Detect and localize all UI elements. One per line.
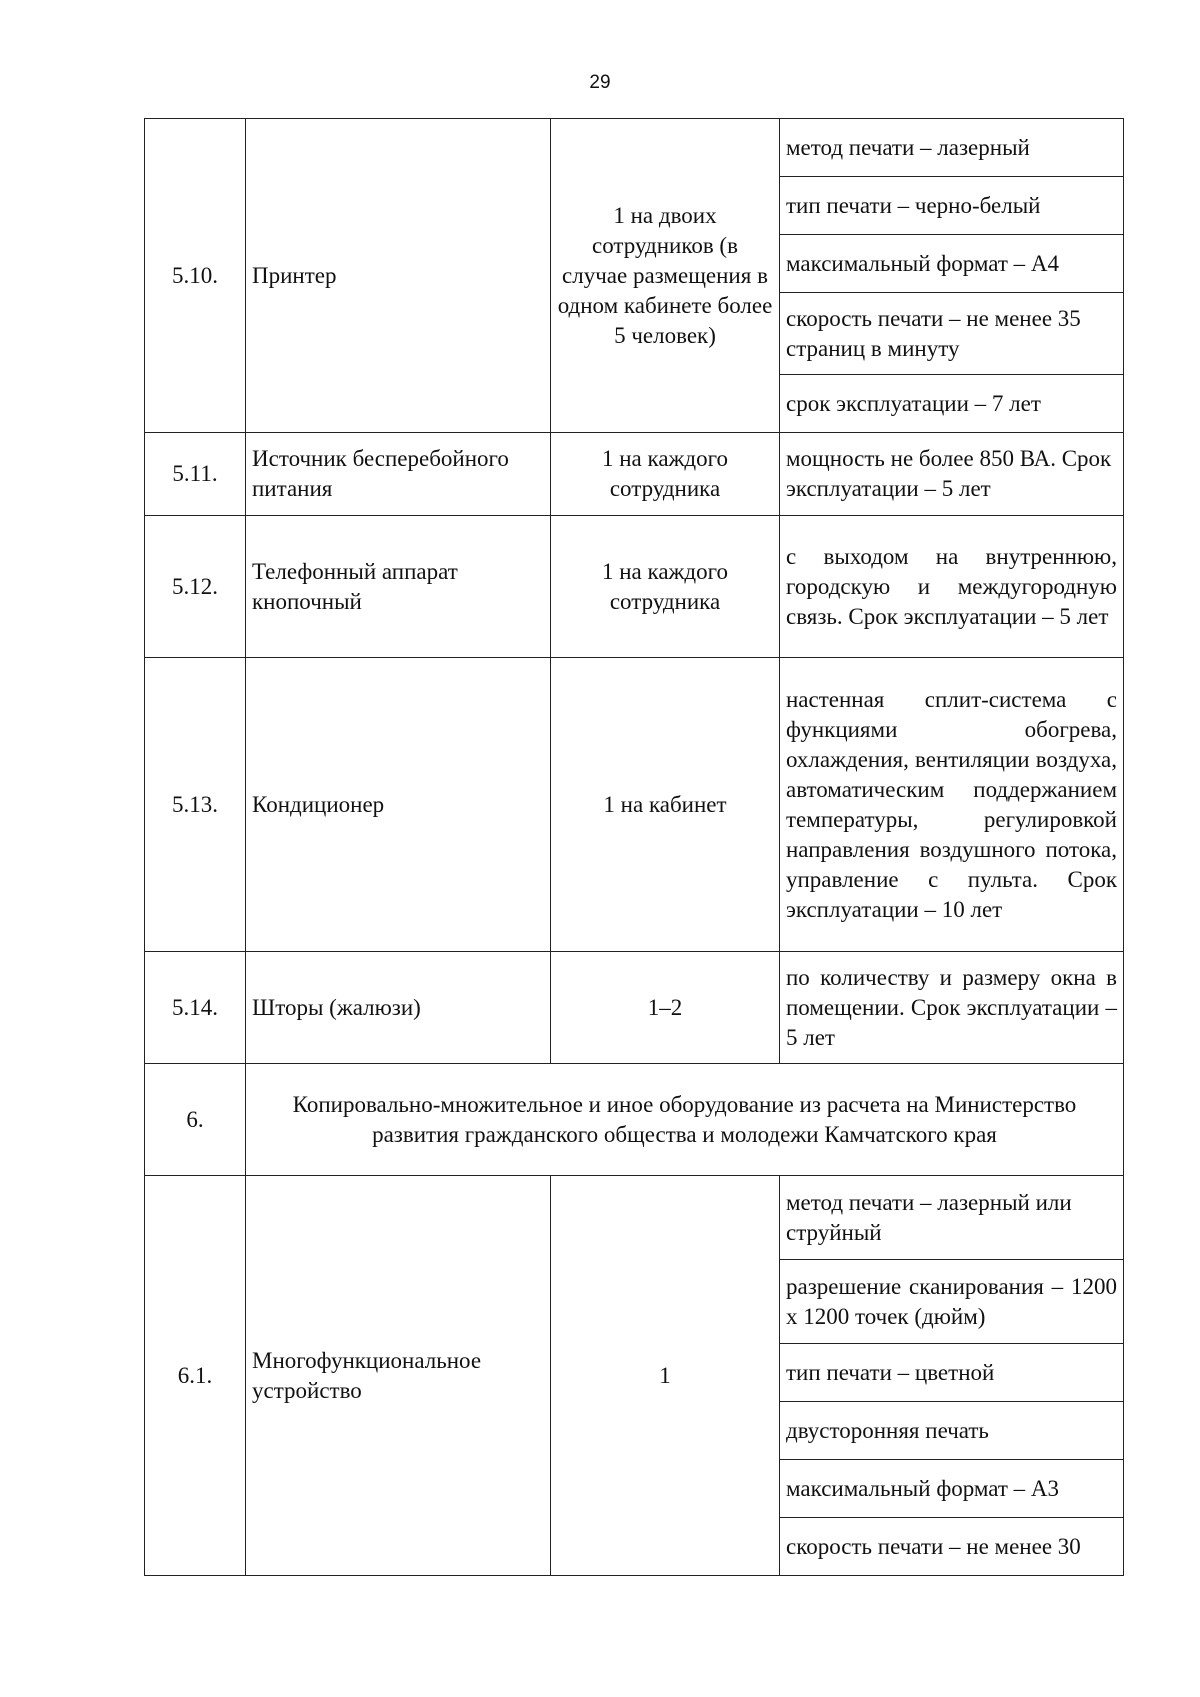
row-number: 5.10. xyxy=(145,119,246,433)
spec-cell: мощность не более 850 ВА. Срок эксплуатации – 5 лет xyxy=(780,433,1124,516)
item-name: Шторы (жалюзи) xyxy=(246,952,551,1064)
spec-cell: метод печати – лазерный или струйный xyxy=(780,1176,1124,1260)
spec-cell: настенная сплит-система с функциями обогрева, охлаждения, вентиляции воздуха, автоматическим поддержанием температуры, регулировкой направления воздушного потока, управление с пульта. Срок эксплуатации – 10 лет xyxy=(780,658,1124,952)
row-number: 5.11. xyxy=(145,433,246,516)
table-row-5-12 xyxy=(145,516,1124,658)
table-row-6-1 xyxy=(145,1176,1124,1260)
item-quantity: 1 на каждого сотрудника xyxy=(551,433,780,516)
table-row-5-11 xyxy=(145,433,1124,516)
spec-cell: максимальный формат – А3 xyxy=(780,1460,1124,1518)
spec-cell: максимальный формат – А4 xyxy=(780,235,1124,293)
item-quantity: 1 на кабинет xyxy=(551,658,780,952)
spec-cell: двусторонняя печать xyxy=(780,1402,1124,1460)
row-number: 5.14. xyxy=(145,952,246,1064)
item-name: Телефонный аппарат кнопочный xyxy=(246,516,551,658)
spec-cell: разрешение сканирования – 1200 х 1200 точек (дюйм) xyxy=(780,1260,1124,1344)
item-quantity: 1 на каждого сотрудника xyxy=(551,516,780,658)
table-row-5-10 xyxy=(145,119,1124,177)
section-title: Копировально-множительное и иное оборудование из расчета на Министерство развития гражданского общества и молодежи Камчатского края xyxy=(246,1064,1124,1176)
spec-cell: скорость печати – не менее 30 xyxy=(780,1518,1124,1576)
table-row-5-14 xyxy=(145,952,1124,1064)
item-name: Принтер xyxy=(246,119,551,433)
table-row-5-13 xyxy=(145,658,1124,952)
spec-cell: тип печати – цветной xyxy=(780,1344,1124,1402)
row-number: 5.12. xyxy=(145,516,246,658)
spec-cell: срок эксплуатации – 7 лет xyxy=(780,375,1124,433)
spec-cell: метод печати – лазерный xyxy=(780,119,1124,177)
item-name: Многофункциональное устройство xyxy=(246,1176,551,1576)
section-row-6 xyxy=(145,1064,1124,1176)
spec-cell: с выходом на внутреннюю, городскую и междугородную связь. Срок эксплуатации – 5 лет xyxy=(780,516,1124,658)
spec-cell: скорость печати – не менее 35 страниц в минуту xyxy=(780,293,1124,375)
section-number: 6. xyxy=(145,1064,246,1176)
row-number: 5.13. xyxy=(145,658,246,952)
equipment-table xyxy=(144,118,1124,1576)
spec-cell: по количеству и размеру окна в помещении. Срок эксплуатации – 5 лет xyxy=(780,952,1124,1064)
item-name: Источник бесперебойного питания xyxy=(246,433,551,516)
item-quantity: 1 xyxy=(551,1176,780,1576)
page-number: 29 xyxy=(589,72,611,93)
item-quantity: 1–2 xyxy=(551,952,780,1064)
spec-cell: тип печати – черно-белый xyxy=(780,177,1124,235)
item-quantity: 1 на двоих сотрудников (в случае размещения в одном кабинете более 5 человек) xyxy=(551,119,780,433)
row-number: 6.1. xyxy=(145,1176,246,1576)
item-name: Кондиционер xyxy=(246,658,551,952)
